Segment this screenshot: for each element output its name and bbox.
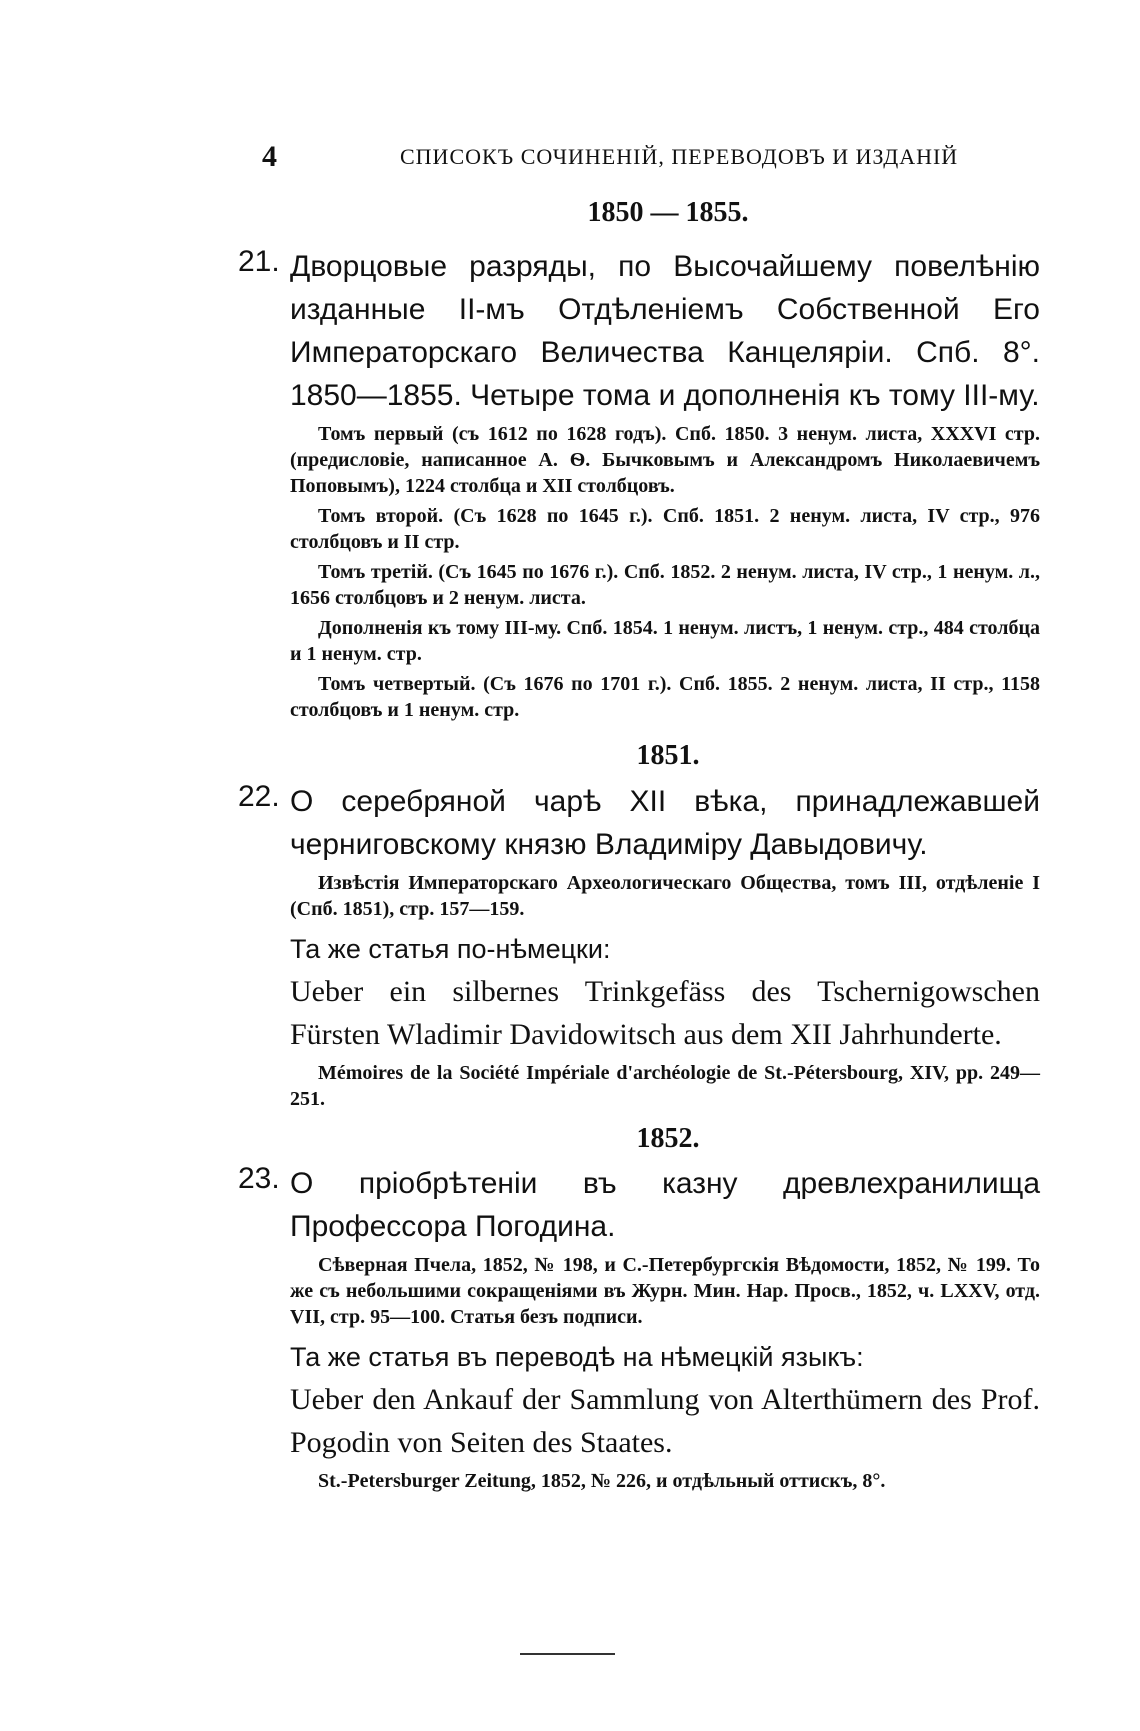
source-note: Сѣверная Пчела, 1852, № 198, и С.-Петербургскія Вѣдомости, 1852, № 199. То же съ небольшими сокращеніями въ Журн. Мин. Нар. Просв., 1852, ч. LXXV, отд. VII, стр. 95—100. Статья безъ подписи. xyxy=(290,1254,1040,1328)
volume-note: Томъ третій. (Съ 1645 по 1676 г.). Спб. 1852. 2 ненум. листа, IV стр., 1 ненум. л., 1656 столбцовъ и 2 ненум. листа. xyxy=(290,561,1040,609)
volume-note: Томъ четвертый. (Съ 1676 по 1701 г.). Спб. 1855. 2 ненум. листа, II стр., 1158 столбцовъ и 1 ненум. стр. xyxy=(290,673,1040,721)
bibliography-entry xyxy=(238,245,1040,723)
year-heading: 1852. xyxy=(636,1123,700,1154)
running-head xyxy=(262,140,1062,180)
source-note: Извѣстія Императорскаго Археологическаго Общества, томъ III, отдѣленіе I (Спб. 1851), стр. 157—159. xyxy=(290,872,1040,920)
entry-number: 23. xyxy=(238,1162,280,1195)
volume-note: Томъ второй. (Съ 1628 по 1645 г.). Спб. 1851. 2 ненум. листа, IV стр., 976 столбцовъ и II стр. xyxy=(290,505,1040,553)
translation-title: Ueber den Ankauf der Sammlung von Alterthümern des Prof. Pogodin von Seiten des Staates. xyxy=(290,1383,1040,1459)
page-number: 4 xyxy=(262,140,277,173)
translation-source: Mémoires de la Société Impériale d'archéologie de St.-Pétersbourg, XIV, pp. 249—251. xyxy=(290,1062,1040,1110)
running-title: СПИСОКЪ СОЧИНЕНІЙ, ПЕРЕВОДОВЪ И ИЗДАНІЙ xyxy=(400,144,959,169)
bibliography-entry xyxy=(238,1162,1040,1494)
volume-note: Томъ первый (съ 1612 по 1628 годъ). Спб. 1850. 3 ненум. листа, XXXVI стр. (предисловіе, написанное А. Ѳ. Бычковымъ и Александромъ Николаевичемъ Поповымъ), 1224 столбца и XII столбцовъ. xyxy=(290,423,1040,497)
bibliography-entry xyxy=(238,780,1040,1112)
entry-title: О серебряной чарѣ XII вѣка, принадлежавшей черниговскому князю Владиміру Давыдовичу. xyxy=(290,785,1040,861)
entry-title: Дворцовые разряды, по Высочайшему повелѣнію изданные II-мъ Отдѣленіемъ Собственной Его Императорскаго Величества Канцеляріи. Спб. 8°. 1850—1855. Четыре тома и дополненія къ тому III-му. xyxy=(290,250,1040,412)
volume-note: Дополненія къ тому III-му. Спб. 1854. 1 ненум. листъ, 1 ненум. стр., 484 столбца и 1 ненум. стр. xyxy=(290,617,1040,665)
translation-source: St.-Petersburger Zeitung, 1852, № 226, и отдѣльный оттискъ, 8°. xyxy=(318,1470,886,1492)
year-heading: 1851. xyxy=(636,740,700,771)
footer-rule xyxy=(520,1653,615,1655)
translation-label: Та же статья въ переводѣ на нѣмецкій языкъ: xyxy=(290,1342,864,1372)
entry-title: О пріобрѣтеніи въ казну древлехранилища Профессора Погодина. xyxy=(290,1167,1040,1243)
translation-title: Ueber ein silbernes Trinkgefäss des Tschernigowschen Fürsten Wladimir Davidowitsch aus dem XII Jahrhunderte. xyxy=(290,975,1040,1051)
entry-number: 21. xyxy=(238,245,280,278)
entry-number: 22. xyxy=(238,780,280,813)
translation-label: Та же статья по-нѣмецки: xyxy=(290,934,611,964)
year-heading: 1850 — 1855. xyxy=(587,197,749,228)
